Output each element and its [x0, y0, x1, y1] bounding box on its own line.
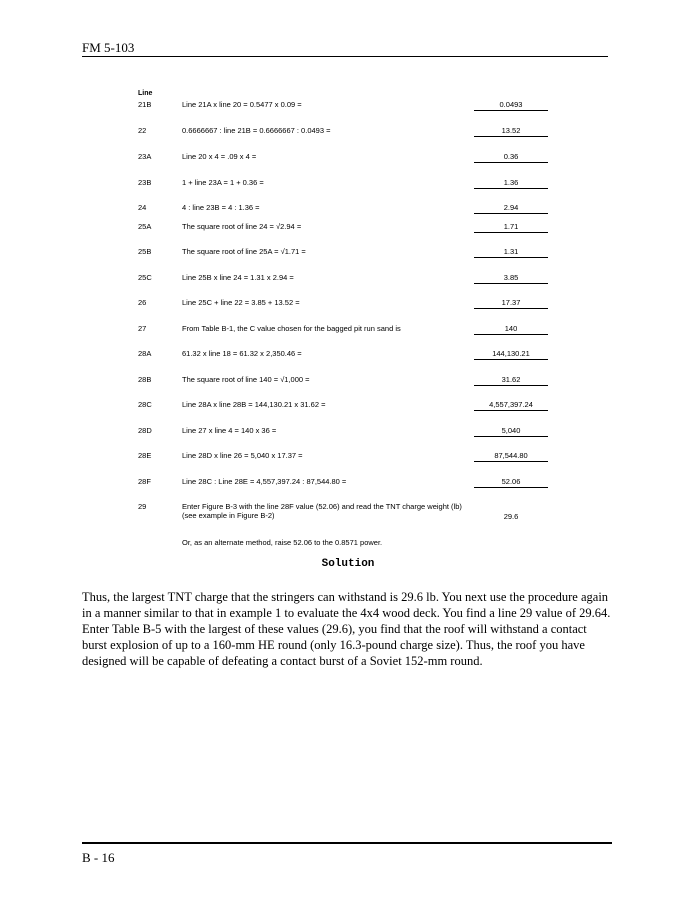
table-row: [138, 203, 558, 217]
line-value: 4,557,397.24: [474, 400, 548, 411]
table-row: [138, 273, 558, 287]
line-description: Line 28A x line 28B = 144,130.21 x 31.62 =: [182, 400, 326, 409]
line-value: 29.6: [503, 512, 519, 521]
line-value: 1.36: [474, 178, 548, 189]
line-value: 31.62: [474, 375, 548, 386]
line-value: 1.71: [474, 222, 548, 233]
line-description: The square root of line 25A = √1.71 =: [182, 247, 306, 256]
line-value: 87,544.80: [474, 451, 548, 462]
table-row: [138, 152, 558, 166]
line-value: 144,130.21: [474, 349, 548, 360]
line-description: 1 + line 23A = 1 + 0.36 =: [182, 178, 264, 187]
line-value: 13.52: [474, 126, 548, 137]
line-number: 23A: [138, 152, 152, 161]
line-number: 26: [138, 298, 147, 307]
table-row: [138, 324, 558, 338]
line-number: 28A: [138, 349, 152, 358]
line-description: Line 28C : Line 28E = 4,557,397.24 : 87,544.80 =: [182, 477, 347, 486]
body-paragraph: Thus, the largest TNT charge that the stringers can withstand is 29.6 lb. You next use the procedure again in a manner similar to that in example 1 to evaluate the 4x4 wood deck. You find a line 29 value of 29.64. Enter Table B-5 with the largest of these values (29.6), you find that the roof will withstand a contact burst explosion of up to a 160-mm HE round (only 16.3-pound charge size). Thus, the roof you have designed will be capable of defeating a contact burst of a Soviet 152-mm round.: [82, 590, 611, 668]
document-header: FM 5-103: [82, 40, 135, 55]
line-value: 52.06: [474, 477, 548, 488]
table-row: [138, 222, 558, 236]
line-description: From Table B-1, the C value chosen for the bagged pit run sand is: [182, 324, 401, 333]
line-description: Line 20 x 4 = .09 x 4 =: [182, 152, 257, 161]
line-description: 4 : line 23B = 4 : 1.36 =: [182, 203, 260, 212]
line-number: 28D: [138, 426, 152, 435]
header-rule: [82, 56, 608, 57]
table-row: [138, 375, 558, 389]
line-value: 3.85: [474, 273, 548, 284]
table-row: [138, 126, 558, 140]
line-description: Line 25B x line 24 = 1.31 x 2.94 =: [182, 273, 294, 282]
table-row: [138, 451, 558, 465]
line-value: 1.31: [474, 247, 548, 258]
table-row: [138, 178, 558, 192]
table-row: [138, 477, 558, 491]
line-description: 0.6666667 : line 21B = 0.6666667 : 0.0493 =: [182, 126, 331, 135]
line-number: 27: [138, 324, 147, 333]
line-number: 22: [138, 126, 147, 135]
line-number: 28F: [138, 477, 151, 486]
line-number: 29: [138, 502, 147, 511]
line-number: 25B: [138, 247, 152, 256]
table-row: [138, 400, 558, 414]
line-value: 5,040: [474, 426, 548, 437]
table-row: [138, 100, 558, 114]
line-description: Line 27 x line 4 = 140 x 36 =: [182, 426, 277, 435]
line-number: 25C: [138, 273, 152, 282]
line-description: Line 21A x line 20 = 0.5477 x 0.09 =: [182, 100, 302, 109]
footer-rule: [82, 842, 612, 844]
line-description: 61.32 x line 18 = 61.32 x 2,350.46 =: [182, 349, 302, 358]
line-number: 21B: [138, 100, 152, 109]
solution-heading: Solution: [321, 558, 375, 570]
table-row: [138, 298, 558, 312]
line-value: 17.37: [474, 298, 548, 309]
line-number: 23B: [138, 178, 152, 187]
table-row: [138, 349, 558, 363]
table-row: [138, 247, 558, 261]
line-column-header: Line: [138, 90, 153, 97]
table-row: [138, 426, 558, 440]
line-description: Enter Figure B-3 with the line 28F value (52.06) and read the TNT charge weight (lb) (see example in Figure B-2): [182, 502, 462, 520]
line-number: 25A: [138, 222, 152, 231]
line-number: 24: [138, 203, 147, 212]
line-value: 0.36: [474, 152, 548, 163]
line-number: 28B: [138, 375, 152, 384]
line-description: The square root of line 24 = √2.94 =: [182, 222, 302, 231]
line-description: Line 25C + line 22 = 3.85 + 13.52 =: [182, 298, 300, 307]
line-number: 28E: [138, 451, 152, 460]
line-value: 2.94: [474, 203, 548, 214]
line-description: Line 28D x line 26 = 5,040 x 17.37 =: [182, 451, 303, 460]
table-row: [138, 502, 558, 526]
line-number: 28C: [138, 400, 152, 409]
line-value: 140: [474, 324, 548, 335]
line-value: 0.0493: [474, 100, 548, 111]
alternate-method-note: Or, as an alternate method, raise 52.06 to the 0.8571 power.: [182, 538, 383, 547]
page-number: B - 16: [82, 850, 115, 865]
line-description: The square root of line 140 = √1,000 =: [182, 375, 310, 384]
